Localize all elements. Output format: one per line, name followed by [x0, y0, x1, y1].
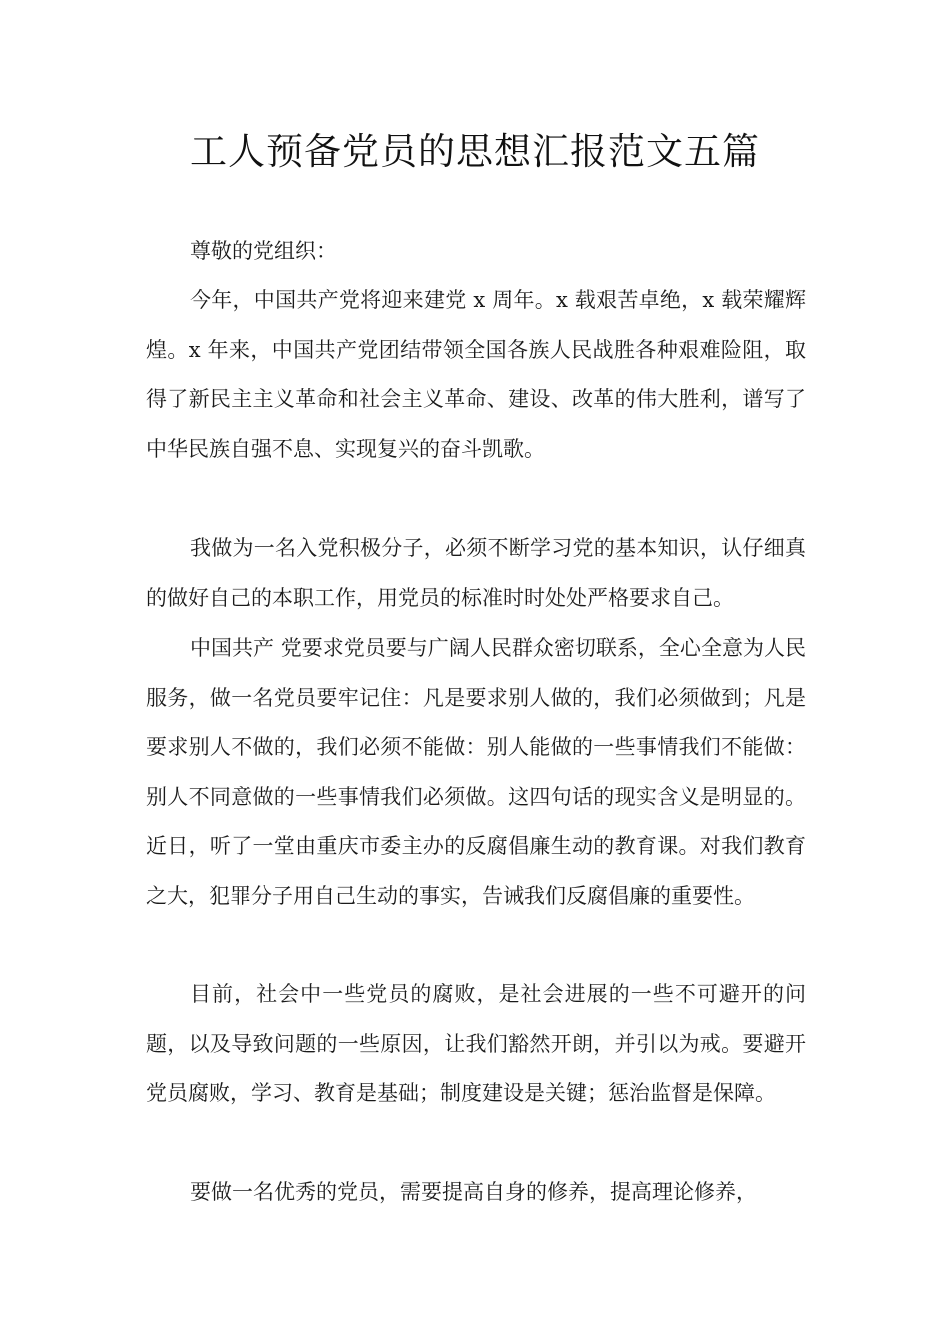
paragraph-3: 中国共产 党要求党员要与广阔人民群众密切联系，全心全意为人民服务，做一名党员要牢记住：凡是要求别人做的，我们必须做到；凡是要求别人不做的，我们必须不能做：别人能做的一些事情我们不能做：别人不同意做的一些事情我们必须做。这四句话的现实含义是明显的。 近日，听了一堂由重庆市委主办的反腐倡廉生动的教育课。对我们教育之大，犯罪分子用自己生动的事实，告诫我们反腐倡廉的重要性。: [146, 636, 806, 908]
paragraph-5: 要做一名优秀的党员，需要提高自身的修养，提高理论修养，: [190, 1180, 757, 1204]
salutation: 尊敬的党组织：: [190, 239, 337, 263]
paragraph-1: 今年，中国共产党将迎来建党 x 周年。x 载艰苦卓绝，x 载荣耀辉煌。x 年来，中国共产党团结带领全国各族人民战胜各种艰难险阻，取得了新民主主义革命和社会主义革命、建设、改革的伟大胜利，谱写了中华民族自强不息、实现复兴的奋斗凯歌。: [146, 288, 806, 461]
document-title: 工人预备党员的思想汇报范文五篇: [190, 130, 760, 173]
paragraph-2: 我做为一名入党积极分子，必须不断学习党的基本知识，认仔细真的做好自己的本职工作，用党员的标准时时处处严格要求自己。: [146, 536, 806, 610]
paragraph-4: 目前，社会中一些党员的腐败，是社会进展的一些不可避开的问题，以及导致问题的一些原因，让我们豁然开朗，并引以为戒。要避开党员腐败，学习、教育是基础；制度建设是关键；惩治监督是保障。: [146, 982, 806, 1105]
